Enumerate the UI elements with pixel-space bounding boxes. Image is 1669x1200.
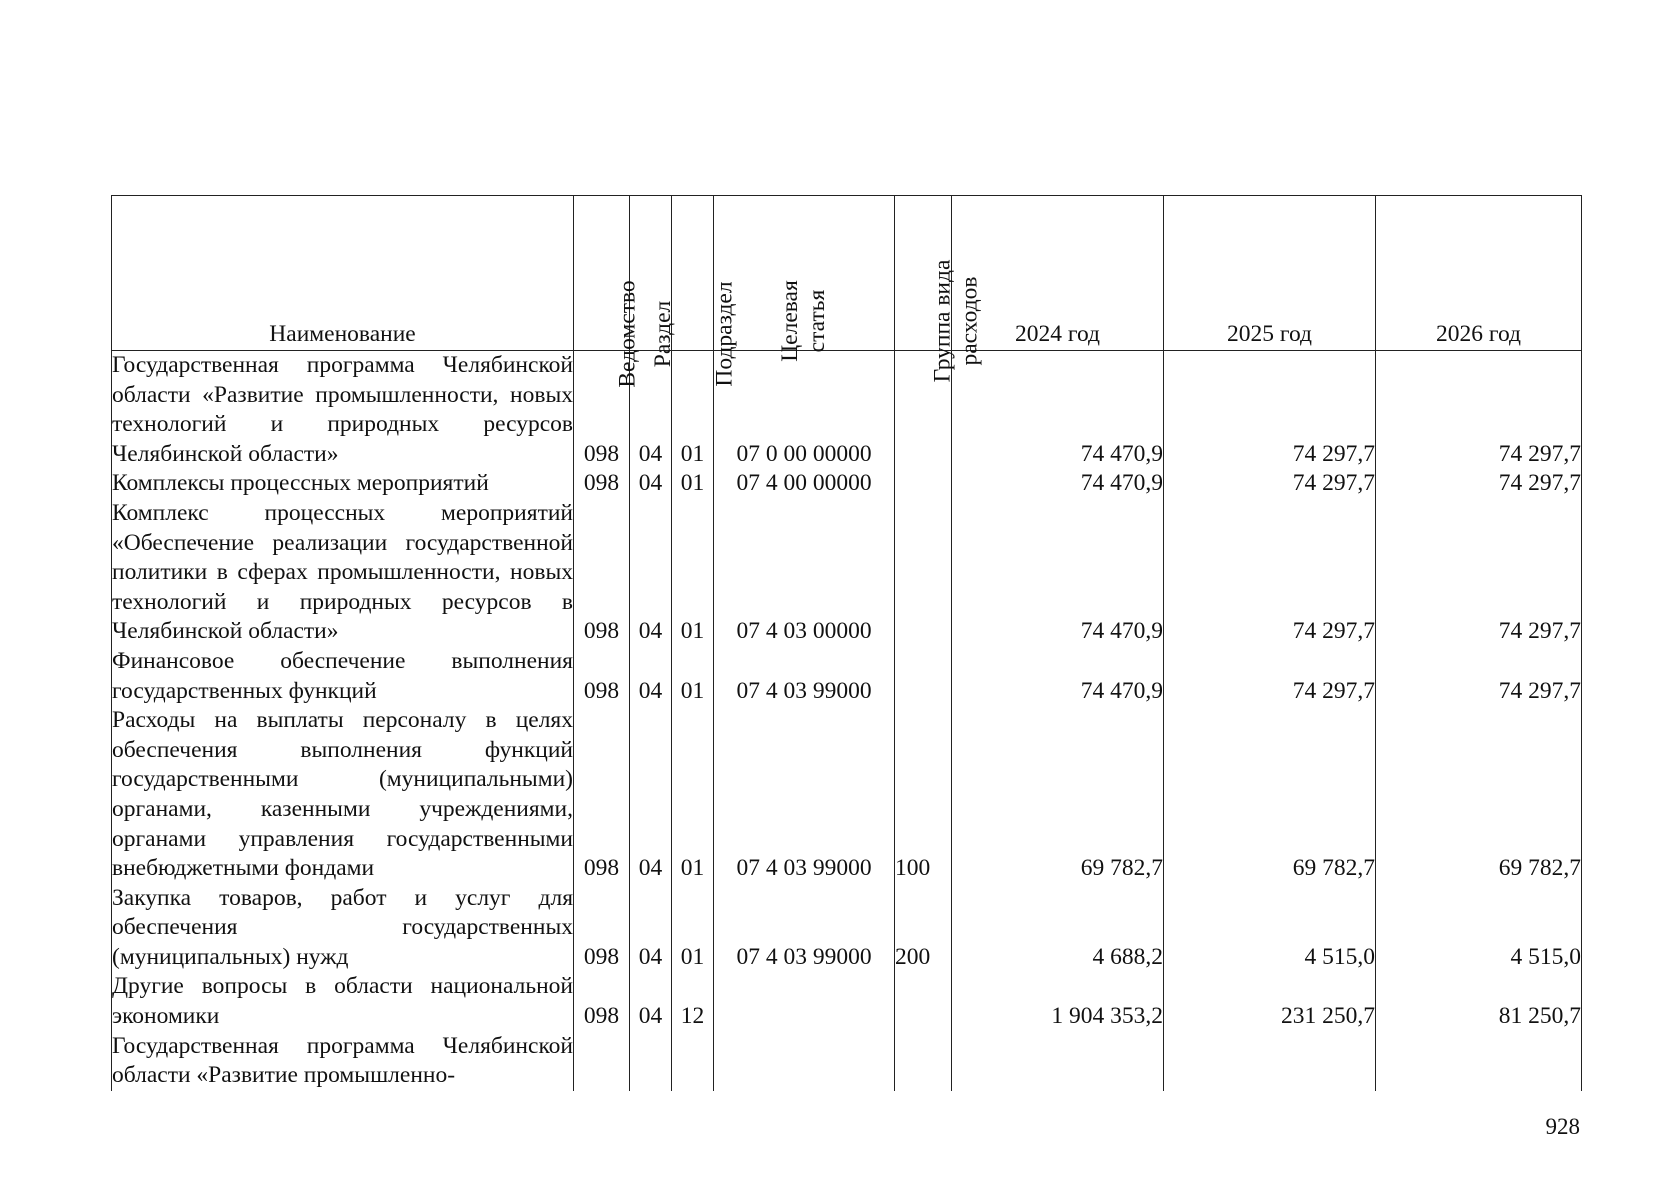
row-gruppa [895,469,952,499]
page-number: 928 [1545,1114,1580,1139]
table-row [112,706,1582,884]
table-row [112,499,1582,647]
row-2025: 74 297,7 [1164,647,1376,706]
row-vedomstvo: 098 [574,469,630,499]
row-razdel [630,1032,672,1091]
budget-table [111,195,1582,1091]
row-tselevaya-statya: 07 4 03 99000 [714,706,895,884]
row-2025: 74 297,7 [1164,499,1376,647]
row-vedomstvo: 098 [574,351,630,470]
row-2024: 69 782,7 [952,706,1164,884]
header-gruppa-vida-rashodov: Группа вида расходов [895,196,952,351]
row-name: Комплекс процессных мероприятий «Обеспечение реализации государственной политики в сферах промышленности, новых технологий и природных ресурсов в Челябинской области» [112,499,574,647]
table-row [112,884,1582,973]
row-gruppa [895,499,952,647]
row-2024: 74 470,9 [952,469,1164,499]
row-razdel: 04 [630,499,672,647]
row-razdel: 04 [630,351,672,470]
row-2024: 4 688,2 [952,884,1164,973]
row-2026: 74 297,7 [1376,469,1582,499]
row-name: Комплексы процессных мероприятий [112,469,574,499]
table-header-row [112,196,1582,351]
row-razdel: 04 [630,706,672,884]
row-name: Финансовое обеспечение выполнения государственных функций [112,647,574,706]
row-razdel: 04 [630,884,672,973]
row-podrazdel: 01 [672,351,714,470]
row-tselevaya-statya: 07 4 00 00000 [714,469,895,499]
row-2024: 74 470,9 [952,647,1164,706]
header-name: Наименование [112,196,574,351]
row-gruppa [895,972,952,1031]
row-podrazdel: 01 [672,469,714,499]
row-gruppa [895,647,952,706]
row-name: Другие вопросы в области национальной экономики [112,972,574,1031]
row-2025: 4 515,0 [1164,884,1376,973]
row-tselevaya-statya [714,1032,895,1091]
table-row [112,351,1582,470]
row-gruppa: 100 [895,706,952,884]
row-tselevaya-statya: 07 4 03 99000 [714,647,895,706]
row-tselevaya-statya: 07 4 03 00000 [714,499,895,647]
table-row [112,972,1582,1031]
table-row [112,1032,1582,1091]
row-2025: 231 250,7 [1164,972,1376,1031]
row-2026: 74 297,7 [1376,499,1582,647]
row-vedomstvo: 098 [574,706,630,884]
row-name: Государственная программа Челябинской области «Развитие промышленности, новых технологий и природных ресурсов Челябинской области» [112,351,574,470]
row-2026: 74 297,7 [1376,351,1582,470]
row-name: Расходы на выплаты персоналу в целях обеспечения выполнения функций государственными (муниципальными) органами, казенными учреждениями, органами управления государственными внебюджетными фондами [112,706,574,884]
row-vedomstvo: 098 [574,972,630,1031]
row-vedomstvo: 098 [574,647,630,706]
row-2026 [1376,1032,1582,1091]
row-podrazdel: 01 [672,647,714,706]
row-razdel: 04 [630,469,672,499]
row-2024: 1 904 353,2 [952,972,1164,1031]
header-2025: 2025 год [1164,196,1376,351]
row-2024: 74 470,9 [952,499,1164,647]
row-razdel: 04 [630,972,672,1031]
row-tselevaya-statya: 07 4 03 99000 [714,884,895,973]
row-gruppa [895,1032,952,1091]
header-2024: 2024 год [952,196,1164,351]
header-razdel: Раздел [630,196,672,351]
row-2026: 69 782,7 [1376,706,1582,884]
row-tselevaya-statya: 07 0 00 00000 [714,351,895,470]
row-vedomstvo: 098 [574,499,630,647]
table-body [112,351,1582,1091]
row-2026: 4 515,0 [1376,884,1582,973]
table-row [112,469,1582,499]
header-podrazdel: Подраздел [672,196,714,351]
row-podrazdel: 01 [672,884,714,973]
row-name: Государственная программа Челябинской области «Развитие промышленно- [112,1032,574,1091]
row-2025 [1164,1032,1376,1091]
row-podrazdel: 01 [672,499,714,647]
row-2026: 81 250,7 [1376,972,1582,1031]
row-podrazdel [672,1032,714,1091]
row-2025: 74 297,7 [1164,469,1376,499]
row-2024 [952,1032,1164,1091]
header-2026: 2026 год [1376,196,1582,351]
header-vedomstvo: Ведомство [574,196,630,351]
row-razdel: 04 [630,647,672,706]
header-tselevaya-statya: Целевая статья [714,196,895,351]
row-2025: 74 297,7 [1164,351,1376,470]
row-2026: 74 297,7 [1376,647,1582,706]
row-tselevaya-statya [714,972,895,1031]
row-2025: 69 782,7 [1164,706,1376,884]
row-podrazdel: 01 [672,706,714,884]
row-name: Закупка товаров, работ и услуг для обеспечения государственных (муниципальных) нужд [112,884,574,973]
row-podrazdel: 12 [672,972,714,1031]
table-row [112,647,1582,706]
row-vedomstvo: 098 [574,884,630,973]
row-gruppa: 200 [895,884,952,973]
row-2024: 74 470,9 [952,351,1164,470]
row-vedomstvo [574,1032,630,1091]
